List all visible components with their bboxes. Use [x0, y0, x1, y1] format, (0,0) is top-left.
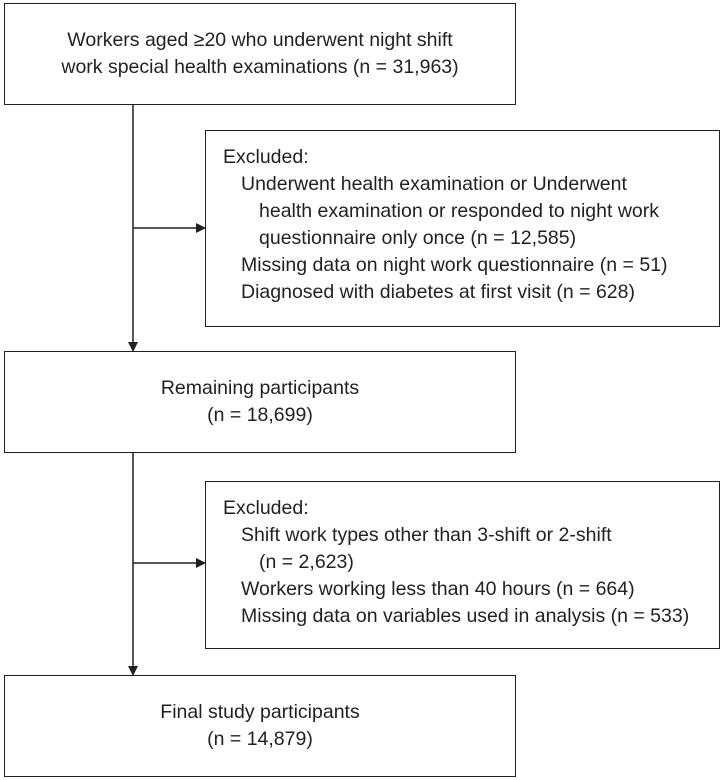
exclusion-1-item-1-line-1: Underwent health examination or Underwent [241, 173, 627, 195]
initial-cohort-box [4, 3, 516, 105]
exclusion-1-item-3: Diagnosed with diabetes at first visit (n = 628) [241, 281, 635, 303]
remaining-participants-count: (n = 18,699) [207, 404, 313, 426]
exclusion-2-item-2: Workers working less than 40 hours (n = 664) [241, 578, 635, 600]
remaining-participants-box [4, 351, 516, 453]
exclusion-1-item-2: Missing data on night work questionnaire (n = 51) [241, 254, 668, 276]
initial-cohort-line-1: Workers aged ≥20 who underwent night shift [67, 29, 453, 51]
exclusion-2-item-1-line-1: Shift work types other than 3-shift or 2-shift [241, 524, 612, 546]
exclusion-2-item-3: Missing data on variables used in analysis (n = 533) [241, 605, 690, 627]
exclusion-1-item-1-line-2: health examination or responded to night work [259, 200, 659, 222]
exclusion-2-title: Excluded: [223, 497, 309, 519]
exclusion-1-title: Excluded: [223, 146, 309, 168]
exclusion-1-item-1-line-3: questionnaire only once (n = 12,585) [259, 227, 577, 249]
initial-cohort-line-2: work special health examinations (n = 31,963) [61, 56, 459, 78]
final-participants-count: (n = 14,879) [207, 728, 313, 750]
exclusion-box-2 [205, 481, 720, 649]
final-participants-box [4, 675, 516, 777]
final-participants-label: Final study participants [160, 701, 360, 723]
exclusion-box-1 [205, 130, 720, 327]
exclusion-2-item-1-line-2: (n = 2,623) [259, 551, 354, 573]
remaining-participants-label: Remaining participants [160, 377, 360, 399]
